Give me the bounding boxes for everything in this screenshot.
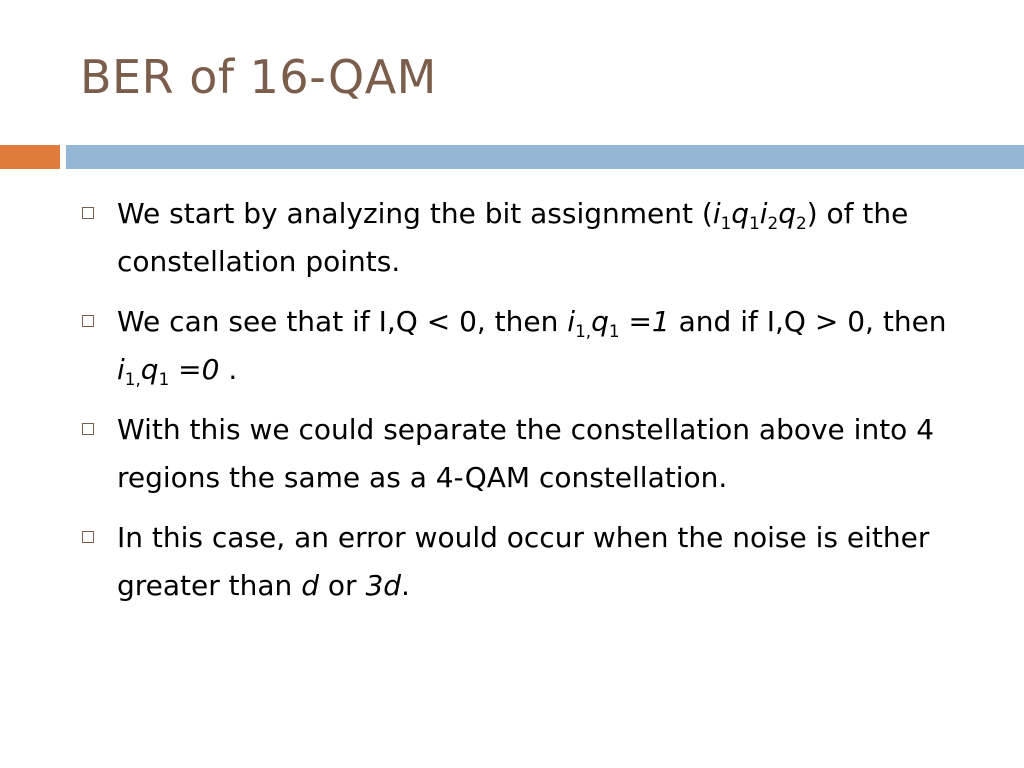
text-run: and if I,Q > 0, then [669, 305, 947, 338]
accent-bar [0, 145, 60, 169]
bullet-item-sign-rule [80, 298, 980, 394]
hollow-square-bullet-icon [82, 315, 94, 327]
math-subscript: 1 [608, 320, 620, 341]
bullet-item-error-condition [80, 514, 980, 610]
bullet-text [117, 305, 947, 389]
math-var: q [591, 305, 609, 338]
math-subscript: 1 [158, 368, 170, 389]
math-var: 3d [365, 569, 402, 602]
slide-title: BER of 16-QAM [80, 50, 437, 104]
bullet-item-bit-assignment [80, 190, 980, 286]
text-run: . [219, 353, 238, 386]
math-subscript: 1, [124, 368, 141, 389]
text-run: In this case, an error would occur when the noise is either greater than [117, 521, 930, 602]
text-run: . [401, 569, 410, 602]
bullet-item-regions [80, 406, 980, 502]
math-var: i [712, 197, 721, 230]
hollow-square-bullet-icon [82, 207, 94, 219]
text-run: We start by analyzing the bit assignment ( [117, 197, 713, 230]
math-subscript: 2 [796, 212, 807, 233]
math-equals: =0 [169, 353, 220, 386]
math-subscript: 1 [749, 212, 760, 233]
bullet-list [80, 190, 980, 622]
text-run: or [318, 569, 366, 602]
math-subscript: 2 [767, 212, 779, 233]
math-var: i [759, 197, 768, 230]
text-run: ) of the constellation points. [117, 197, 909, 278]
math-var: q [140, 353, 159, 386]
bullet-text [117, 197, 908, 278]
math-var: d [301, 569, 319, 602]
math-var: i [567, 305, 576, 338]
title-underline-bar [66, 145, 1024, 169]
math-var: q [731, 197, 750, 230]
bullet-text [117, 521, 929, 602]
text-run: We can see that if I,Q < 0, then [117, 305, 568, 338]
math-var: i [117, 353, 125, 386]
math-subscript: 1, [575, 320, 592, 341]
math-var: q [778, 197, 796, 230]
bullet-text: With this we could separate the constellation above into 4 regions the same as a 4-QAM constellation. [117, 413, 935, 494]
hollow-square-bullet-icon [82, 531, 94, 543]
hollow-square-bullet-icon [82, 423, 94, 435]
math-equals: =1 [619, 305, 670, 338]
math-subscript: 1 [720, 212, 732, 233]
